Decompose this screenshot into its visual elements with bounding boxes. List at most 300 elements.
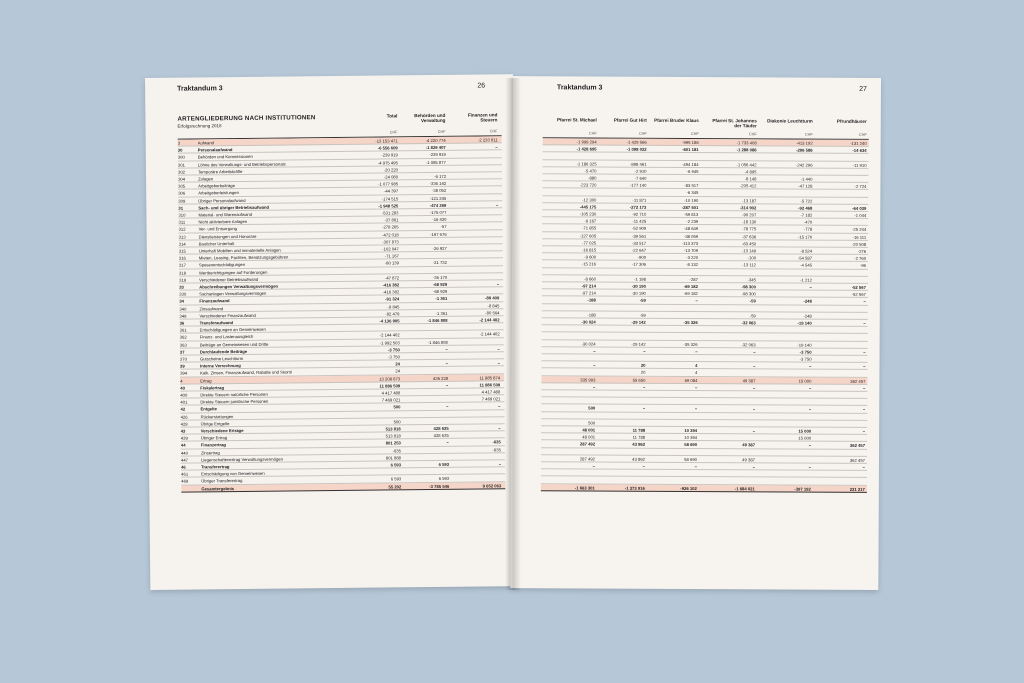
value-cell: -131 240 — [850, 140, 867, 146]
value-cell: -11 425 — [632, 218, 647, 224]
value-cell: – — [753, 349, 756, 355]
column-header: Pfarrei St. Michael — [556, 117, 597, 123]
value-cell: 287 492 — [579, 456, 596, 462]
account-label: Arbeitgeberleistungen — [198, 190, 239, 196]
value-cell: -12 300 — [582, 197, 597, 203]
value-cell: -18 130 — [742, 219, 757, 225]
account-code: 43 — [180, 428, 186, 434]
value-cell: -7 640 — [634, 175, 647, 181]
value-cell: 69 084 — [684, 377, 698, 383]
account-code: 302 — [177, 169, 186, 175]
value-cell: 15 000 — [798, 378, 812, 384]
account-code: 363 — [179, 342, 187, 348]
value-cell: -38 059 — [683, 233, 699, 239]
value-cell: 55 202 — [388, 483, 402, 490]
account-label: Behörden und Kommissionen — [197, 154, 253, 160]
value-cell: 500 — [588, 420, 596, 426]
account-label: Entschädigungen an Gemeinwesen — [199, 326, 266, 333]
column-header: Pfarrei Gut Hirt — [613, 117, 647, 123]
value-cell: -68 929 — [433, 289, 448, 295]
value-cell: 58 690 — [684, 456, 698, 462]
value-cell: 24 — [395, 361, 401, 367]
column-header: Pfarrei St. Johannes der Täufer — [712, 118, 757, 129]
account-code: 401 — [180, 399, 188, 405]
value-cell: -54 587 — [797, 255, 813, 261]
value-cell: -59 813 — [684, 211, 699, 218]
value-cell: -1 288 086 — [736, 147, 757, 153]
account-label: Mieten, Leasing, Pachten, Benützungsgebühren — [198, 254, 289, 261]
currency-label: CHF — [389, 130, 398, 135]
value-cell: -30 024 — [581, 341, 596, 347]
value-cell: -47 872 — [384, 275, 400, 281]
value-cell: -397 192 — [794, 486, 811, 492]
value-cell: -248 — [803, 313, 812, 319]
column-header: Behörden und Verwaltung — [414, 112, 446, 124]
account-label: Direkte Steuern natürliche Personen — [200, 391, 268, 398]
account-label: Finanzaufwand — [199, 298, 230, 304]
column-header: Total — [386, 113, 398, 119]
value-cell: 43 862 — [632, 442, 646, 448]
account-code: 429 — [180, 421, 188, 427]
value-cell: -80 564 — [485, 310, 500, 316]
account-code: 36 — [179, 320, 185, 326]
value-cell: 6 593 — [438, 461, 450, 467]
account-code: 3 — [177, 140, 181, 146]
value-cell: -416 382 — [382, 282, 400, 288]
value-cell: -287 501 — [681, 204, 699, 210]
value-cell: – — [643, 384, 646, 390]
account-label: Arbeitgeberbeiträge — [198, 183, 235, 189]
value-cell: 48 001 — [582, 434, 596, 440]
value-cell: -2 760 — [854, 256, 867, 262]
value-cell: -470 — [803, 219, 813, 225]
value-cell: -68 929 — [432, 281, 448, 287]
value-cell: -29 142 — [631, 319, 646, 325]
value-cell: -3 750 — [387, 347, 400, 353]
value-cell: -78 775 — [741, 226, 757, 232]
value-cell: -8 845 — [387, 303, 400, 310]
account-code: 315 — [178, 248, 186, 254]
value-cell: -69 182 — [683, 291, 698, 297]
account-label: Zulagen — [198, 176, 214, 182]
currency-label: CHF — [588, 131, 597, 136]
account-code: 362 — [179, 334, 187, 341]
value-cell: -6 556 609 — [377, 145, 398, 151]
value-cell: -4 545 — [800, 262, 813, 269]
value-cell: -601 181 — [682, 147, 699, 153]
value-cell: -15 216 — [581, 261, 597, 267]
account-code: 314 — [178, 241, 186, 247]
value-cell: -98 300 — [741, 284, 756, 290]
value-cell: 4 417 488 — [481, 389, 501, 395]
value-cell: -13 112 — [742, 262, 757, 268]
value-cell: -35 326 — [683, 319, 698, 326]
value-cell: 287 492 — [579, 441, 596, 447]
value-cell: – — [752, 464, 755, 470]
value-cell: 43 862 — [632, 456, 646, 462]
value-cell: 4 — [695, 363, 698, 369]
value-cell: – — [862, 464, 865, 470]
currency-label: CHF — [690, 132, 699, 137]
account-code: 300 — [177, 154, 185, 161]
value-cell: 801 888 — [385, 455, 402, 461]
value-cell: 9 652 063 — [482, 482, 502, 489]
value-cell: -345 — [747, 277, 756, 283]
value-cell: -83 517 — [684, 183, 699, 189]
value-cell: 362 457 — [850, 378, 866, 384]
value-cell: 513 818 — [385, 426, 401, 432]
currency-label: CHF — [858, 132, 867, 137]
value-cell: – — [694, 464, 697, 470]
value-cell: – — [863, 385, 866, 391]
value-cell: -16 430 — [432, 217, 447, 223]
value-cell: -13 187 — [742, 197, 757, 203]
value-cell: -97 214 — [581, 290, 596, 296]
account-label: Liegenschaftenertrag Verwaltungsvermögen — [200, 456, 283, 463]
value-cell: -37 861 — [384, 217, 399, 223]
value-cell: -1 098 022 — [626, 146, 647, 152]
value-cell: -1 733 408 — [736, 140, 757, 146]
value-cell: – — [809, 284, 812, 290]
account-code: 301 — [177, 162, 185, 168]
value-cell: -5 470 — [584, 168, 597, 174]
value-cell: -63 450 — [741, 241, 757, 247]
value-cell: -11 910 — [852, 162, 867, 168]
value-cell: -4 220 774 — [425, 137, 446, 144]
value-cell: 11 788 — [632, 427, 646, 433]
account-label: Entgelte — [200, 406, 218, 412]
value-cell: 10 394 — [684, 435, 698, 441]
value-cell: -6 172 — [434, 173, 447, 179]
value-cell: -880 — [588, 175, 597, 181]
account-code: 39 — [179, 363, 185, 369]
value-cell: -22 647 — [631, 247, 647, 253]
value-cell: – — [809, 385, 812, 391]
account-label: Verschiedene Erträge — [200, 427, 244, 434]
value-cell: -39 561 — [631, 233, 647, 239]
value-cell: – — [863, 299, 866, 305]
value-cell: -296 586 — [796, 147, 813, 153]
value-cell: 7 469 021 — [481, 396, 501, 402]
value-cell: – — [495, 144, 498, 150]
account-label: Aufwand — [197, 140, 215, 146]
value-cell: -80 139 — [384, 260, 399, 266]
value-cell: -113 373 — [681, 240, 699, 246]
value-cell: -16 111 — [852, 234, 867, 240]
value-cell: -472 018 — [382, 231, 399, 238]
value-cell: -37 636 — [741, 233, 757, 239]
value-cell: – — [753, 385, 756, 391]
value-cell: -416 382 — [382, 289, 400, 295]
account-label: Löhne des Verwaltungs- und Betriebspersonals — [197, 161, 286, 168]
account-code: 304 — [178, 176, 186, 182]
value-cell: -276 — [857, 248, 867, 254]
value-cell: -19 140 — [797, 320, 812, 326]
value-cell: -307 873 — [382, 239, 399, 245]
account-label: Dienstleistungen und Honorare — [198, 233, 257, 240]
value-cell: -3 750 — [388, 354, 400, 360]
value-cell: -69 182 — [683, 283, 698, 290]
account-code: 447 — [180, 457, 189, 463]
column-header: Diakonie Leuchtturm — [767, 118, 813, 124]
value-cell: -242 296 — [796, 162, 813, 168]
value-cell: 55 650 — [632, 377, 646, 383]
account-label: Material- und Warenaufwand — [198, 211, 253, 218]
value-cell: -105 230 — [579, 211, 597, 217]
running-header: Traktandum 3 — [556, 84, 603, 92]
value-cell: -89 409 — [485, 295, 500, 301]
value-cell: -1 440 — [800, 176, 813, 182]
value-cell: -5 722 — [800, 198, 813, 204]
value-cell: -90 207 — [742, 212, 757, 218]
value-cell: 7 469 021 — [381, 397, 401, 403]
account-label: Wertberichtigungen auf Forderungen — [199, 269, 268, 276]
account-label: Transferertrag — [201, 464, 230, 470]
value-cell: -1 186 325 — [576, 161, 597, 167]
value-cell: -82 479 — [385, 311, 400, 317]
value-cell: -19 140 — [797, 342, 812, 348]
value-cell: 500 — [393, 404, 401, 410]
account-code: 312 — [178, 226, 186, 233]
value-cell: -97 214 — [581, 283, 596, 289]
account-label: Verschiedener Betriebsaufwand — [199, 276, 259, 283]
value-cell: -13 709 — [683, 247, 699, 254]
value-cell: -14 634 — [852, 148, 867, 154]
table-subtitle: Erfolgsrechnung 2018 — [177, 123, 222, 129]
value-cell: – — [695, 384, 698, 390]
value-cell: -17 306 — [631, 262, 647, 268]
table-row — [541, 484, 867, 493]
value-cell: – — [498, 461, 502, 467]
value-cell: 24 — [395, 368, 401, 374]
value-cell: -13 149 — [741, 248, 757, 254]
value-cell: -30 024 — [581, 319, 596, 325]
account-label: Übrige Entgelte — [200, 420, 230, 427]
value-cell: -205 412 — [739, 183, 757, 189]
account-code: 361 — [179, 327, 187, 333]
table-title: ARTENGLIEDERUNG NACH INSTITUTIONEN — [177, 114, 316, 123]
account-code: 349 — [179, 313, 187, 319]
value-cell: -1 846 808 — [427, 317, 448, 324]
value-cell: 15 000 — [798, 435, 812, 441]
account-code: 426 — [180, 414, 188, 420]
column-header: Finanzen und Steuern — [467, 112, 498, 123]
value-cell: -239 919 — [429, 152, 446, 158]
value-cell: – — [808, 464, 811, 470]
value-cell: -35 326 — [683, 341, 698, 347]
value-cell: -2 144 402 — [479, 317, 500, 323]
value-cell: 13 208 673 — [379, 375, 401, 382]
account-code: 306 — [178, 190, 186, 197]
value-cell: 49 387 — [742, 442, 756, 448]
account-code: 440 — [180, 450, 188, 456]
value-cell: – — [808, 443, 812, 449]
value-cell: -15 170 — [797, 234, 813, 240]
value-cell: -11 871 — [632, 197, 647, 203]
value-cell: 15 000 — [798, 428, 812, 434]
value-cell: -1 429 566 — [626, 139, 647, 145]
value-cell: -20 508 — [851, 241, 867, 247]
value-cell: -21 732 — [432, 260, 447, 266]
account-label: Zinsertrag — [200, 449, 220, 456]
account-label: Zinsaufwand — [199, 305, 224, 312]
value-cell: – — [863, 320, 866, 326]
account-code: 4 — [180, 378, 183, 384]
account-code: 461 — [181, 471, 189, 477]
value-cell: -900 — [637, 254, 647, 260]
value-cell: -29 142 — [631, 341, 646, 347]
value-cell: -8 524 — [800, 248, 813, 254]
value-cell: – — [445, 346, 448, 352]
value-cell: – — [808, 407, 812, 413]
value-cell: -6 945 — [686, 168, 699, 174]
account-label: Rückerstattungen — [200, 413, 234, 420]
account-code: 330 — [179, 291, 187, 297]
account-label: Ertrag — [200, 377, 212, 384]
value-cell: 500 — [393, 419, 401, 425]
value-cell: – — [593, 362, 596, 368]
value-cell: – — [498, 425, 501, 431]
account-label: Abschreibungen Verwaltungsvermögen — [199, 283, 279, 290]
value-cell: -223 720 — [579, 182, 597, 188]
value-cell: -2 239 — [686, 219, 699, 225]
value-cell: – — [496, 281, 500, 287]
value-cell: -16 815 — [581, 247, 597, 253]
account-label: Gutscheine Leuchtturm — [199, 355, 244, 362]
running-header: Traktandum 3 — [177, 85, 223, 93]
value-cell: 435 228 — [432, 375, 449, 381]
value-cell: – — [445, 361, 449, 367]
account-label: Baulicher Unterhalt — [198, 240, 235, 247]
account-code: 313 — [178, 234, 186, 240]
account-label: Finanz- und Lastenausgleich — [199, 334, 254, 340]
value-cell: -778 — [803, 226, 813, 233]
account-label: Personalaufwand — [197, 147, 233, 153]
value-cell: -995 186 — [682, 139, 699, 146]
value-cell: -25 244 — [851, 227, 867, 233]
value-cell: -92 710 — [632, 211, 647, 217]
value-cell: -926 102 — [680, 485, 697, 491]
value-cell: -10 190 — [684, 197, 699, 203]
value-cell: -59 — [749, 313, 756, 319]
value-cell: -1 198 — [634, 276, 646, 282]
value-cell: -64 039 — [852, 205, 867, 211]
currency-label: CHF — [489, 129, 498, 134]
value-cell: -272 173 — [629, 204, 647, 210]
value-cell: 11 885 874 — [479, 374, 501, 381]
value-cell: -278 265 — [382, 224, 399, 230]
value-cell: -8 132 — [686, 262, 699, 268]
value-cell: -52 909 — [631, 226, 647, 232]
value-cell: 11 886 509 — [379, 383, 401, 389]
value-cell: – — [753, 363, 756, 369]
account-code: 318 — [179, 270, 187, 276]
value-cell: -1 077 985 — [378, 181, 399, 187]
value-cell: -121 245 — [429, 195, 447, 201]
value-cell: -4 136 905 — [379, 318, 400, 324]
book-spine-shadow — [505, 78, 521, 590]
value-cell: -48 649 — [683, 226, 699, 232]
value-cell: -197 676 — [430, 231, 447, 237]
value-cell: -32 063 — [741, 320, 756, 326]
value-cell: -71 855 — [581, 225, 597, 231]
value-cell: 513 818 — [385, 433, 401, 439]
value-cell: – — [862, 407, 866, 413]
value-cell: -188 — [587, 312, 596, 318]
value-cell: – — [592, 463, 595, 469]
value-cell: – — [809, 363, 812, 369]
value-cell: -2 233 811 — [477, 137, 498, 143]
account-label: Sachanlagen Verwaltungsvermögen — [199, 290, 267, 297]
value-cell: -445 175 — [579, 204, 597, 210]
value-cell: -1 373 916 — [624, 485, 645, 491]
value-cell: -1 044 — [854, 212, 867, 218]
value-cell: -4 975 495 — [377, 159, 398, 166]
value-cell: 428 635 — [433, 425, 449, 431]
value-cell: 6 593 — [438, 476, 450, 482]
value-cell: 362 457 — [849, 457, 866, 463]
account-code: 340 — [179, 306, 187, 312]
account-code: 370 — [179, 356, 187, 362]
currency-label: CHF — [638, 131, 647, 136]
value-cell: -635 — [492, 439, 501, 445]
value-cell: 10 394 — [684, 427, 698, 434]
value-cell: -98 300 — [741, 291, 756, 297]
value-cell: -9 600 — [584, 254, 597, 260]
value-cell: -7 182 — [800, 212, 813, 218]
value-cell: -1 663 301 — [574, 484, 595, 491]
value-cell: -1 361 — [435, 310, 448, 316]
value-cell: -8 148 — [744, 176, 757, 182]
value-cell: – — [643, 348, 646, 354]
page-number: 27 — [859, 85, 867, 93]
column-header: Pfarrei Bruder Klaus — [654, 117, 699, 124]
value-cell: -92 468 — [798, 205, 813, 211]
account-code: 34 — [179, 298, 185, 305]
value-cell: -100 — [747, 255, 757, 261]
account-label: Durchlaufende Beiträge — [199, 348, 248, 355]
value-cell: 4 417 488 — [381, 390, 401, 396]
account-label: Übriger Personalaufwand — [198, 197, 246, 204]
value-cell: -77 025 — [581, 240, 597, 246]
value-cell: -36 170 — [432, 274, 448, 280]
account-label: Interne Verrechnung — [199, 363, 241, 369]
value-cell: -494 184 — [682, 161, 699, 167]
value-cell: -32 063 — [741, 341, 756, 347]
value-cell: -1 056 442 — [736, 161, 757, 167]
account-code: 394 — [180, 370, 188, 377]
account-code: 33 — [179, 284, 184, 290]
account-label: Finanzertrag — [200, 442, 227, 448]
account-code: 46 — [181, 464, 186, 470]
value-cell: -96 — [859, 263, 867, 269]
value-cell: -898 461 — [630, 161, 647, 167]
account-label: Unterhalt Mobilien und immaterielle Anlagen — [198, 247, 281, 254]
account-code: 30 — [177, 147, 183, 153]
value-cell: -1 212 — [800, 277, 812, 283]
value-cell: -30 190 — [631, 290, 646, 296]
value-cell: -6 345 — [686, 190, 699, 196]
value-cell: – — [694, 406, 698, 412]
account-code: 44 — [180, 442, 186, 449]
value-cell: – — [863, 349, 866, 355]
value-cell: -175 077 — [429, 209, 447, 216]
value-cell: -635 — [392, 447, 401, 454]
account-label: Direkte Steuern juristische Personen — [200, 398, 269, 405]
value-cell: -248 — [803, 298, 812, 305]
value-cell: -531 283 — [381, 210, 399, 216]
value-cell: -2 910 — [634, 168, 647, 174]
